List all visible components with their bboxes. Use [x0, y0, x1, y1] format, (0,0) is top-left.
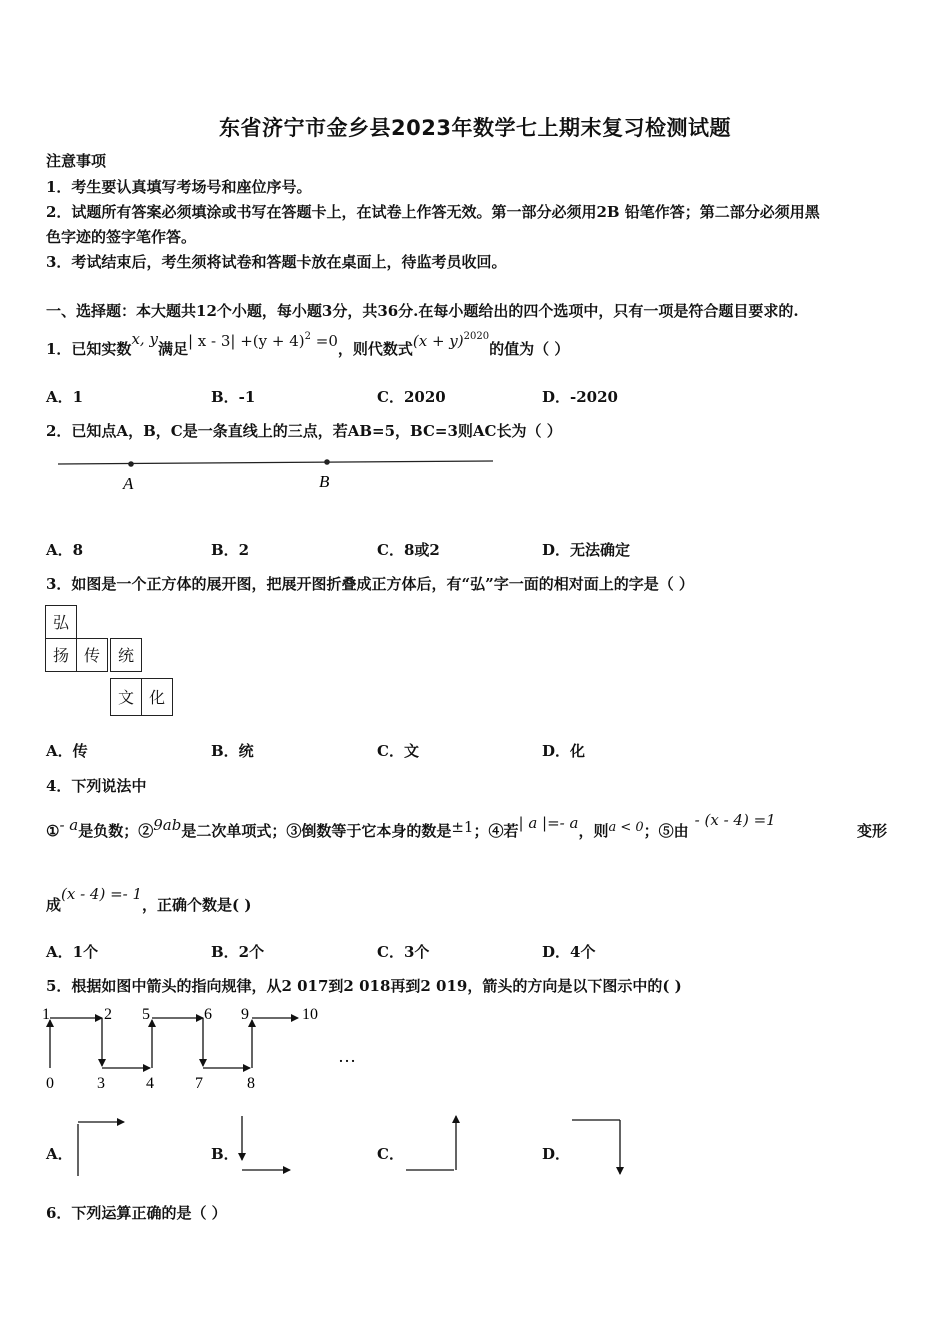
question-5: 5．根据如图中箭头的指向规律，从2 017到2 018再到2 019，箭头的方向是以下图示中的( ): [46, 977, 682, 995]
q3-option-d[interactable]: D．化: [542, 742, 586, 760]
q4-neg-a: - a: [59, 816, 79, 834]
q4-abs-a: | a |=- a: [518, 814, 579, 832]
number-label: 0: [46, 1075, 54, 1092]
option-a-arrow-icon: [70, 1110, 135, 1180]
q5-option-c[interactable]: C．: [377, 1145, 404, 1163]
number-label: 10: [302, 1006, 318, 1023]
question-4-line2: 成(x - 4) =- 1，正确个数是( ): [46, 885, 252, 914]
notice-heading: 注意事项: [46, 152, 107, 170]
q4-nine-ab: 9ab: [153, 816, 182, 834]
q1-text: 满足: [157, 340, 188, 358]
q1-text: 的值为（ ）: [489, 340, 570, 358]
line-segment: [58, 461, 493, 464]
q1-xy: x, y: [131, 330, 158, 348]
point-a-label: A: [123, 474, 134, 493]
q4-option-a[interactable]: A．1个: [46, 943, 99, 961]
q4-eq1: - (x - 4) =1: [694, 811, 776, 829]
question-6: 6．下列运算正确的是（ ）: [46, 1204, 227, 1222]
cube-net: [45, 605, 185, 720]
q4-option-c[interactable]: C．3个: [377, 943, 430, 961]
notice-item: 3．考试结束后，考生须将试卷和答题卡放在桌面上，待监考员收回。: [46, 253, 507, 271]
question-1: [46, 330, 570, 359]
q1-text: 1．已知实数: [46, 340, 132, 358]
q3-option-a[interactable]: A．传: [46, 742, 88, 760]
q1-option-b[interactable]: B．-1: [211, 388, 256, 406]
cube-face: 化: [141, 678, 173, 716]
cube-face: 弘: [45, 605, 77, 639]
number-label: 3: [97, 1075, 105, 1092]
q2-option-a[interactable]: A．8: [46, 541, 84, 559]
point-b-label: B: [319, 472, 330, 491]
q4-option-d[interactable]: D．4个: [542, 943, 596, 961]
q1-text: ，则代数式: [337, 340, 413, 358]
page-title: 东省济宁市金乡县2023年数学七上期末复习检测试题: [219, 116, 731, 140]
arrow-pattern-diagram: [40, 1000, 380, 1095]
number-label: 4: [146, 1075, 154, 1092]
point-a-dot: [128, 461, 134, 467]
q4-eq2: (x - 4) =- 1: [61, 885, 143, 903]
number-label: 7: [195, 1075, 203, 1092]
cube-face: 传: [76, 638, 108, 672]
q4-pm1: ±1: [451, 818, 474, 836]
q3-option-c[interactable]: C．文: [377, 742, 419, 760]
notice-item: 2．试题所有答案必须填涂或书写在答题卡上，在试卷上作答无效。第一部分必须用2B 铅笔作答；第二部分必须用黑: [46, 203, 820, 221]
number-label: 2: [104, 1006, 112, 1023]
q1-option-c[interactable]: C．2020: [377, 388, 446, 406]
q2-option-d[interactable]: D．无法确定: [542, 541, 631, 559]
q1-expression: $(x + y)^{2020}$: [412, 331, 490, 350]
cube-face: 文: [110, 678, 142, 716]
q4-a-lt-0: a < 0: [608, 820, 644, 835]
notice-item: 色字迹的签字笔作答。: [46, 228, 197, 246]
question-3: 3．如图是一个正方体的展开图，把展开图折叠成正方体后，有“弘”字一面的相对面上的字是（ ）: [46, 575, 694, 593]
question-2: 2．已知点A，B，C是一条直线上的三点，若AB=5，BC=3则AC长为（ ）: [46, 422, 562, 440]
cube-face: 统: [110, 638, 142, 672]
ellipsis: …: [338, 1046, 356, 1066]
number-label: 6: [204, 1006, 212, 1023]
notice-item: 1．考生要认真填写考场号和座位序号。: [46, 178, 312, 196]
q1-option-d[interactable]: D．-2020: [542, 388, 618, 406]
cube-face: 扬: [45, 638, 77, 672]
option-d-arrow-icon: [568, 1110, 633, 1180]
q1-option-a[interactable]: A．1: [46, 388, 84, 406]
q5-option-a[interactable]: A．: [46, 1145, 73, 1163]
number-label: 8: [247, 1075, 255, 1092]
option-b-arrow-icon: [236, 1110, 301, 1180]
number-label: 1: [42, 1006, 50, 1023]
q5-option-d[interactable]: D．: [542, 1145, 571, 1163]
number-label: 9: [241, 1006, 249, 1023]
q3-option-b[interactable]: B．统: [211, 742, 254, 760]
q1-equation: | $x - 3| +(y + 4)^2 =0$: [187, 331, 338, 350]
question-4-line1: ①- a是负数；②9ab是二次单项式；③倒数等于它本身的数是±1；④若| a |=- a，则a < 0；⑤由- (x - 4) =1 变形: [46, 811, 888, 840]
question-4-title: 4．下列说法中: [46, 777, 147, 795]
q5-option-b[interactable]: B．: [211, 1145, 239, 1163]
section-heading: 一、选择题：本大题共12个小题，每小题3分，共36分.在每小题给出的四个选项中，只有一项是符合题目要求的.: [46, 302, 799, 320]
point-b-dot: [324, 459, 330, 465]
q4-option-b[interactable]: B．2个: [211, 943, 265, 961]
q2-option-c[interactable]: C．8或2: [377, 541, 440, 559]
line-diagram: [50, 450, 500, 500]
number-label: 5: [142, 1006, 150, 1023]
option-c-arrow-icon: [402, 1108, 467, 1178]
q2-option-b[interactable]: B．2: [211, 541, 250, 559]
